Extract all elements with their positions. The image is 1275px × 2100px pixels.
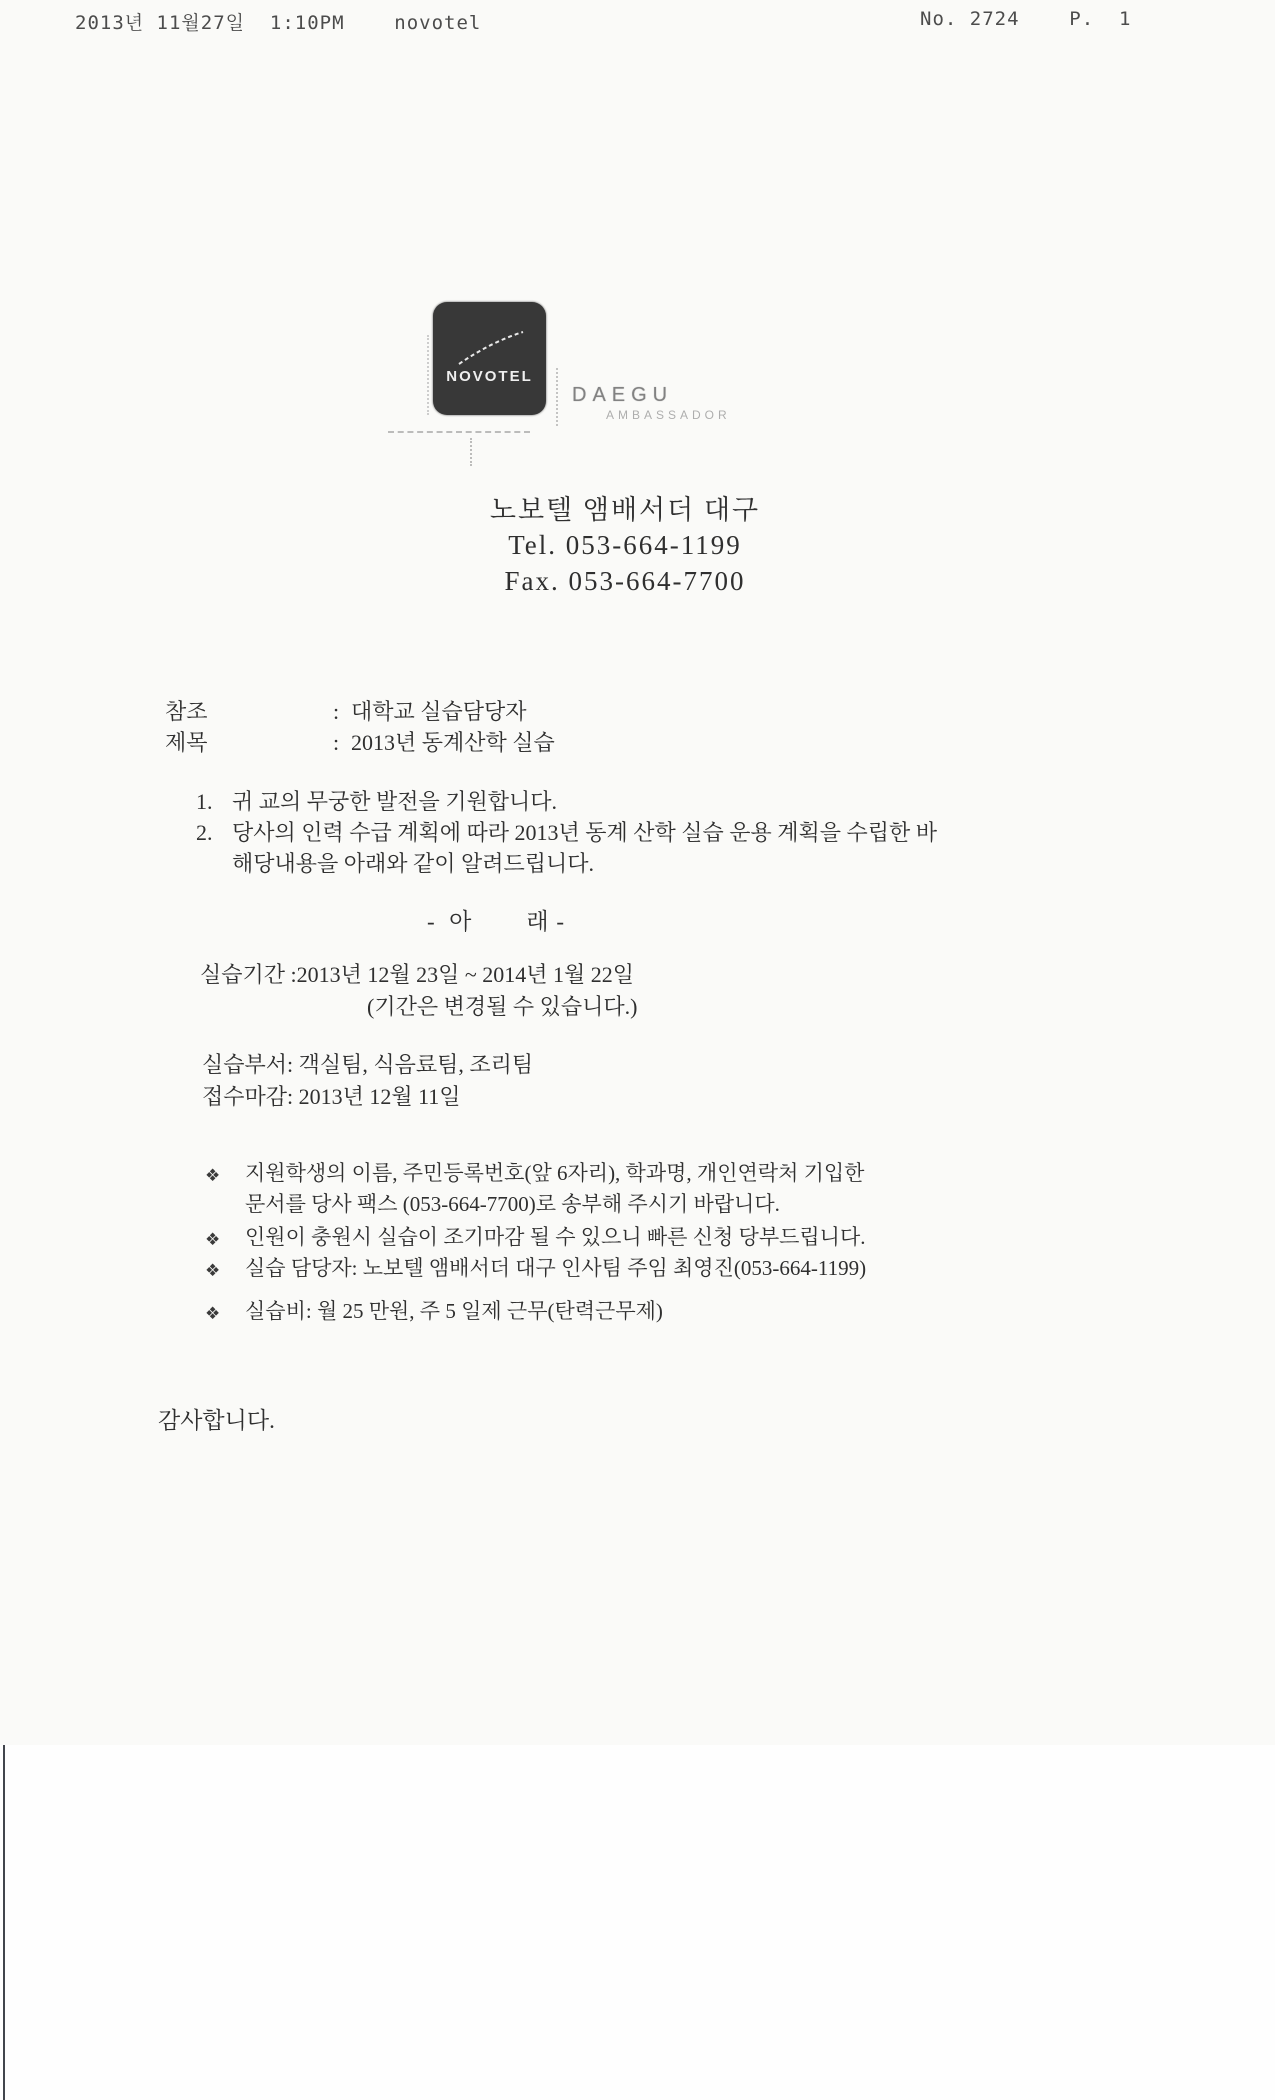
scanner-edge-line — [3, 1745, 5, 2100]
logo-city-text: DAEGU — [572, 384, 674, 406]
body-item-2-text — [232, 817, 937, 879]
scanner-blank-band — [0, 1745, 1275, 2100]
scan-artifact-line — [427, 335, 429, 415]
fax-header-page-number: No. 2724 P. 1 — [920, 8, 1132, 30]
subject-label: 제목 — [165, 730, 208, 755]
hotel-tel: Tel. 053-664-1199 — [508, 530, 742, 560]
reference-value: 대학교 실습담당자 — [351, 699, 527, 724]
period-note-line: (기간은 변경될 수 있습니다.) — [367, 994, 638, 1019]
note-4-text: 실습비: 월 25 만원, 주 5 일제 근무(탄력근무제) — [245, 1299, 663, 1323]
subject-separator: : — [333, 730, 340, 755]
scan-artifact-line — [388, 431, 530, 433]
scan-artifact-line — [556, 368, 558, 426]
subject-value: 2013년 동계산학 실습 — [351, 730, 555, 755]
logo-brand-text: NOVOTEL — [446, 368, 533, 385]
body-item-1-number: 1. — [196, 789, 213, 814]
note-item — [205, 1296, 1065, 1329]
closing-text: 감사합니다. — [158, 1408, 275, 1433]
hotel-name: 노보텔 앰배서더 대구 — [489, 495, 761, 525]
reference-separator: : — [333, 699, 340, 724]
novotel-logo — [433, 302, 546, 415]
diamond-bullet-icon: ❖ — [205, 1261, 221, 1280]
note-2-text: 인원이 충원시 실습이 조기마감 될 수 있으니 빠른 신청 당부드립니다. — [245, 1225, 866, 1249]
reference-label: 참조 — [165, 699, 208, 724]
reference-row — [165, 697, 527, 727]
note-item — [205, 1253, 1065, 1286]
period-line: 실습기간 :2013년 12월 23일 ~ 2014년 1월 22일 — [200, 962, 635, 987]
note-1-line2: 문서를 당사 팩스 (053-664-7700)로 송부해 주시기 바랍니다. — [245, 1192, 780, 1216]
body-item-2-number: 2. — [196, 820, 213, 845]
body-item-2 — [196, 817, 937, 879]
deadline-line: 접수마감: 2013년 12월 11일 — [202, 1084, 461, 1109]
scan-artifact-line — [470, 438, 472, 466]
logo-swoosh-icon — [433, 302, 546, 415]
note-item — [205, 1222, 1065, 1255]
body-item-2-line2: 해당내용을 아래와 같이 알려드립니다. — [232, 851, 595, 876]
fax-header-datetime: 2013년 11월27일 1:10PM novotel — [75, 12, 482, 34]
body-item-1 — [196, 786, 557, 817]
diamond-bullet-icon: ❖ — [205, 1230, 221, 1249]
note-item — [205, 1158, 965, 1220]
body-item-2-line1: 당사의 인력 수급 계획에 따라 2013년 동계 산학 실습 운용 계획을 수립한 바 — [232, 820, 938, 845]
note-1-text — [245, 1158, 864, 1220]
note-3-text: 실습 담당자: 노보텔 앰배서더 대구 인사팀 주임 최영진(053-664-1199) — [245, 1256, 867, 1280]
diamond-bullet-icon: ❖ — [205, 1304, 221, 1323]
subject-row — [165, 728, 555, 758]
hotel-contact-block — [420, 493, 830, 599]
section-divider: - 아 래 - — [427, 909, 566, 934]
hotel-fax: Fax. 053-664-7700 — [504, 566, 746, 596]
body-item-1-text: 귀 교의 무궁한 발전을 기원합니다. — [232, 789, 558, 814]
diamond-bullet-icon: ❖ — [205, 1166, 221, 1185]
logo-subbrand-text: AMBASSADOR — [606, 408, 731, 422]
note-1-line1: 지원학생의 이름, 주민등록번호(앞 6자리), 학과명, 개인연락처 기입한 — [245, 1161, 865, 1185]
department-line: 실습부서: 객실팀, 식음료팀, 조리팀 — [202, 1052, 534, 1077]
